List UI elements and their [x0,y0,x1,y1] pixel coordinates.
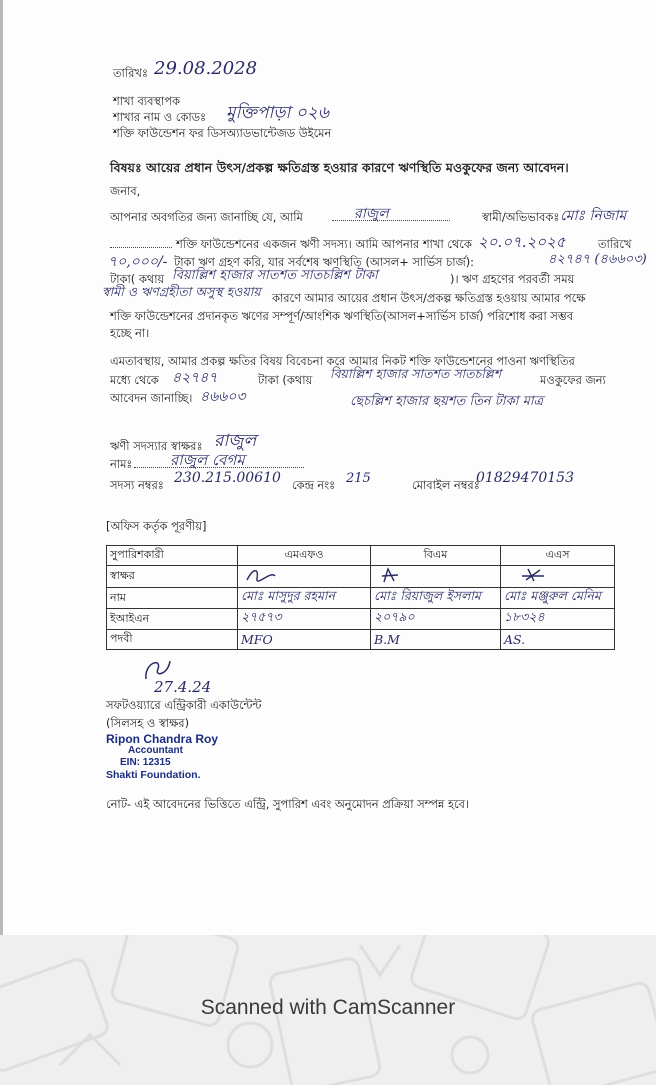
header-recommender: সুপারিশকারী [107,546,238,566]
balance-words-hw: বিয়াল্লিশ হাজার সাতশত সাতচল্লিশ টাকা [172,268,378,283]
member-sign-hw: রাজুল [214,431,257,451]
name-bm: মোঃ রিয়াজুল ইসলাম [371,588,501,609]
center-label: কেন্দ্র নংঃ [292,478,336,492]
table-header-row [107,546,615,566]
mobile-hw: 01829470153 [476,470,574,486]
para2-line1: এমতাবস্থায়, আমার প্রকল্প ক্ষতির বিষয় বিবেচনা করে আমার নিকট শক্তি ফাউন্ডেশনের পাওনা ঋণস্থিতির [110,354,575,368]
waive-words2-hw: ছেচল্লিশ হাজার ছয়শত তিন টাকা মাত্র [350,394,544,409]
para2-line2a: মধ্যে থেকে [110,373,159,387]
branch-label: শাখার নাম ও কোডঃ [113,110,207,124]
row-label-signature: স্বাক্ষর [107,566,238,588]
accountant-sign-note: (সিলসহ ও স্বাক্ষর) [106,716,190,730]
row-label-designation: পদবী [107,630,238,650]
center-hw: 215 [346,471,371,486]
member-id-hw: 230.215.00610 [174,470,281,486]
stamp-title: Accountant [128,745,183,756]
signature-mark [374,566,434,584]
member-name-label: নামঃ [110,457,133,471]
para1-line6: শক্তি ফাউন্ডেশনের প্রদানকৃত ঋণের সম্পূর্ণ/আংশিক ঋণস্থিতি(আসল+সার্ভিস চার্জ) পরিশোধ করা সম্ভব [110,309,574,323]
accountant-role: সফটওয়্যারে এন্ট্রিকারী একাউন্টেন্ট [106,698,262,712]
table-row [107,566,615,588]
para2-line3a: আবেদন জানাচ্ছি। [110,391,193,405]
designation-as: AS. [501,630,615,650]
ein-mfo: ২৭৫৭৩ [238,609,371,630]
member-name-hw: রাজুল [354,206,389,222]
signature-as [501,566,615,588]
para1-line4b: )। ঋণ গ্রহণের পরবর্তী সময় [450,272,575,286]
row-label-ein: ইআইএন [107,609,238,630]
para2-line2c: মওকুফের জন্য [540,373,606,387]
stamp-name: Ripon Chandra Roy [106,732,219,746]
member-sign-label: ঋণী সদস্যার স্বাক্ষরঃ [110,439,203,453]
para1-dots2 [110,237,172,251]
para2-line2b: টাকা (কথায় [258,373,313,387]
para1-dots1 [332,210,450,224]
guardian-hw: মোঃ নিজাম [560,208,627,224]
para1-line4a: টাকা( কথায় [110,272,165,286]
name-mfo: মোঃ মাসুদুর রহমান [238,588,371,609]
para1-line3a: টাকা ঋণ গ্রহণ করি, যার সর্বশেষ ঋণস্থিতি (আসল+ সার্ভিস চার্জ): [174,255,475,269]
table-row [107,630,615,650]
para1-line2b: তারিখে [598,237,632,251]
header-bm: বিএম [371,546,501,566]
para1-line1a: আপনার অবগতির জন্য জানাচ্ছি যে, আমি [110,210,303,224]
branch-manager: শাখা ব্যবস্থাপক [113,94,180,108]
page-edge [0,0,3,935]
waive-note-hw: ৪৬৬০৩ [200,389,246,405]
reason-hw: স্বামী ও ঋণগ্রহীতা অসুস্থ হওয়ায় [102,284,261,299]
name-as: মোঃ মঞ্জুরুল মেনিম [501,588,615,609]
para1-line2a: শক্তি ফাউন্ডেশনের একজন ঋণী সদস্য। আমি আপনার শাখা থেকে [176,237,472,251]
designation-bm: B.M [371,630,501,650]
loan-amount-hw: ৭০,০০০/- [108,254,168,270]
header-mfo: এমএফও [238,546,371,566]
stamp-ein: EIN: 12315 [120,757,171,768]
member-id-label: সদস্য নম্বরঃ [110,478,164,492]
office-table [106,545,615,650]
designation-mfo: MFO [238,630,371,650]
table-row [107,609,615,630]
branch-value: মুক্তিপাড়া ০২৬ [226,103,329,123]
waive-amount-hw: ৪২৭৪৭ [172,370,218,386]
camscanner-watermark: Scanned with CamScanner [200,996,456,1019]
para1-line7: হচ্ছে না। [110,326,150,340]
para1-line1b: স্বামী/অভিভাবকঃ [482,210,560,224]
date-label: তারিখঃ [113,66,148,80]
accountant-stamp [106,733,218,781]
signature-mfo [238,566,371,588]
balance-hw: ৪২৭৪৭ (৪৬৬০৩) [548,252,647,267]
footer-note: নোট- এই আবেদনের ভিত্তিতে এন্ট্রি, সুপারিশ এবং অনুমোদন প্রক্রিয়া সম্পন্ন হবে। [106,797,469,811]
header-as: এএস [501,546,615,566]
ein-bm: ২০৭৯০ [371,609,501,630]
member-name-value-hw: রাজুল বেগম [170,451,245,469]
row-label-name: নাম [107,588,238,609]
salutation: জনাব, [110,184,141,198]
table-row [107,588,615,609]
mobile-label: মোবাইল নম্বরঃ [412,478,480,492]
signature-mark [241,566,301,584]
date-value: 29.08.2028 [154,58,258,79]
office-heading: [অফিস কর্তৃক পূরণীয়] [106,519,207,533]
signature-mark [504,566,564,584]
ein-as: ১৮৩২৪ [501,609,615,630]
stamp-org: Shakti Foundation. [106,769,201,781]
accountant-date-hw: 27.4.24 [154,678,212,696]
org-line: শক্তি ফাউন্ডেশন ফর ডিসঅ্যাডভান্টেজড উইমেন [113,126,332,140]
para1-line5a: কারণে আমার আয়ের প্রধান উৎস/প্রকল্প ক্ষতিগ্রস্ত হওয়ায় আমার পক্ষে [272,291,586,305]
subject: বিষয়ঃ আয়ের প্রধান উৎস/প্রকল্প ক্ষতিগ্রস্ত হওয়ার কারণে ঋণস্থিতি মওকুফের জন্য আবেদন। [110,160,569,175]
loan-date-hw: ২০.০৭.২০২৫ [478,233,566,251]
waive-words-hw: বিয়াল্লিশ হাজার সাতশত সাতচল্লিশ [330,366,502,381]
signature-bm [371,566,501,588]
